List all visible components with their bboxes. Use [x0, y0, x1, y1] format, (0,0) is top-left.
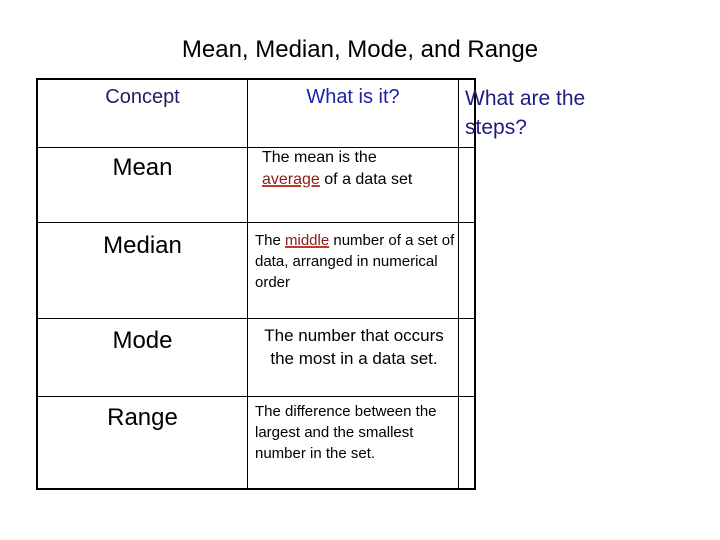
row-divider-2: [36, 222, 476, 223]
column-divider-1: [247, 78, 248, 490]
header-steps: [465, 84, 625, 142]
definition-range: The difference between the largest and the smallest number in the set.: [255, 403, 437, 462]
header-concept: Concept: [105, 86, 180, 108]
term-median: Median: [103, 232, 182, 259]
definition-mean: [262, 147, 456, 191]
term-mode: Mode: [112, 327, 173, 354]
definition-text: The mean is the: [262, 149, 377, 166]
keyword-average: average: [262, 171, 320, 188]
row-divider-4: [36, 396, 476, 397]
keyword-middle: middle: [285, 232, 330, 249]
definition-text: number of a set of data, arranged in numerical order: [255, 232, 455, 291]
header-steps-line2: steps?: [465, 116, 527, 139]
definition-mode: The number that occurs the most in a data set.: [264, 326, 444, 368]
page-title: Mean, Median, Mode, and Range: [181, 36, 539, 63]
row-divider-3: [36, 318, 476, 319]
definition-median: [255, 230, 455, 293]
definition-text: The: [255, 232, 286, 249]
definition-text: of a data set: [319, 171, 413, 188]
table-border-bottom: [36, 488, 476, 490]
header-what-is-it: What is it?: [306, 86, 400, 108]
header-steps-line1: What are the: [465, 87, 586, 110]
term-range: Range: [107, 404, 178, 431]
table-border-top: [36, 78, 476, 80]
term-mean: Mean: [112, 154, 173, 181]
column-divider-2: [458, 78, 459, 490]
